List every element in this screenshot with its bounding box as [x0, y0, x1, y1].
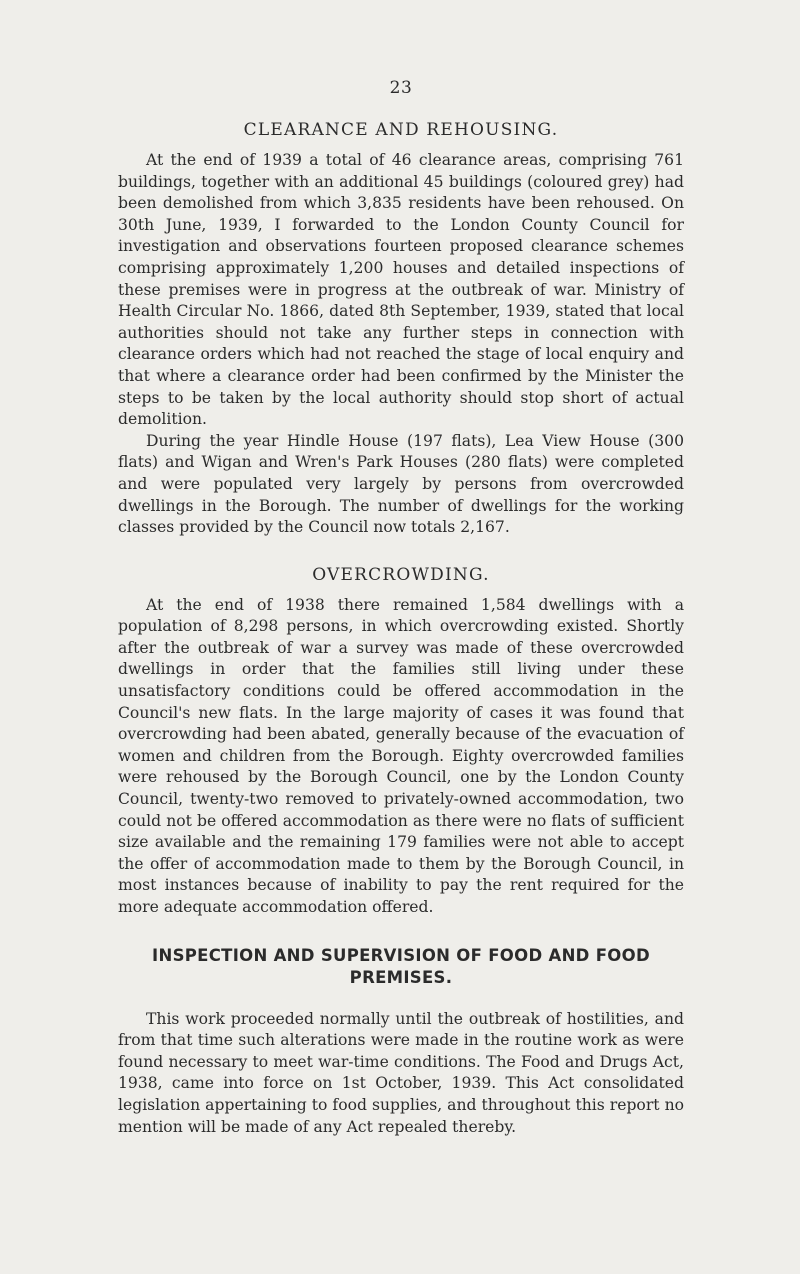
page-number: 23	[389, 78, 413, 98]
section-overcrowding	[118, 565, 684, 919]
paragraph: At the end of 1938 there remained 1,584 dwellings with a population of 8,298 persons, in which overcrowding existed. Shortly after the outbreak of war a survey was made of these overcrowded dwellings in order that the families still living under these unsatisfactory conditions could be offered accommodation in the Council's new flats. In the large majority of cases it was found that overcrowding had been abated, generally because of the evacuation of women and children from the Borough. Eighty overcrowded families were rehoused by the Borough Council, one by the London County Council, twenty-two removed to privately-owned accommodation, two could not be offered accommodation as there were no flats of sufficient size available and the remaining 179 families were not able to accept the offer of accommodation made to them by the Borough Council, in most instances because of inability to pay the rent required for the more adequate accommodation offered.	[118, 595, 684, 916]
section-heading: OVERCROWDING.	[312, 564, 490, 585]
section-clearance-and-rehousing	[118, 120, 684, 539]
paragraph: During the year Hindle House (197 flats), Lea View House (300 flats) and Wigan and Wren's Park Houses (280 flats) were completed and were populated very largely by persons from overcrowded dwellings in the Borough. The number of dwellings for the working classes provided by the Council now totals 2,167.	[118, 431, 684, 537]
section-heading: INSPECTION AND SUPERVISION OF FOOD AND FOOD PREMISES.	[152, 945, 650, 987]
section-heading: CLEARANCE AND REHOUSING.	[243, 120, 559, 140]
paragraph: This work proceeded normally until the outbreak of hostilities, and from that time such alterations were made in the routine work as were found necessary to meet war-time conditions. The Food and Drugs Act, 1938, came into force on 1st October, 1939. This Act consolidated legislation appertaining to food supplies, and throughout this report no mention will be made of any Act repealed thereby.	[118, 1009, 684, 1136]
section-food-inspection	[118, 945, 684, 1139]
paragraph: At the end of 1939 a total of 46 clearance areas, comprising 761 buildings, together with an additional 45 buildings (coloured grey) had been demolished from which 3,835 residents have been rehoused. On 30th June, 1939, I forwarded to the London County Council for investigation and observations fourteen proposed clearance schemes comprising approximately 1,200 houses and detailed inspections of these premises were in progress at the outbreak of war. Ministry of Health Circular No. 1866, dated 8th September, 1939, stated that local authorities should not take any further steps in connection with clearance orders which had not reached the stage of local enquiry and that where a clearance order had been confirmed by the Minister the steps to be taken by the local authority should stop short of actual demolition.	[118, 151, 684, 429]
document-page	[118, 78, 684, 1162]
